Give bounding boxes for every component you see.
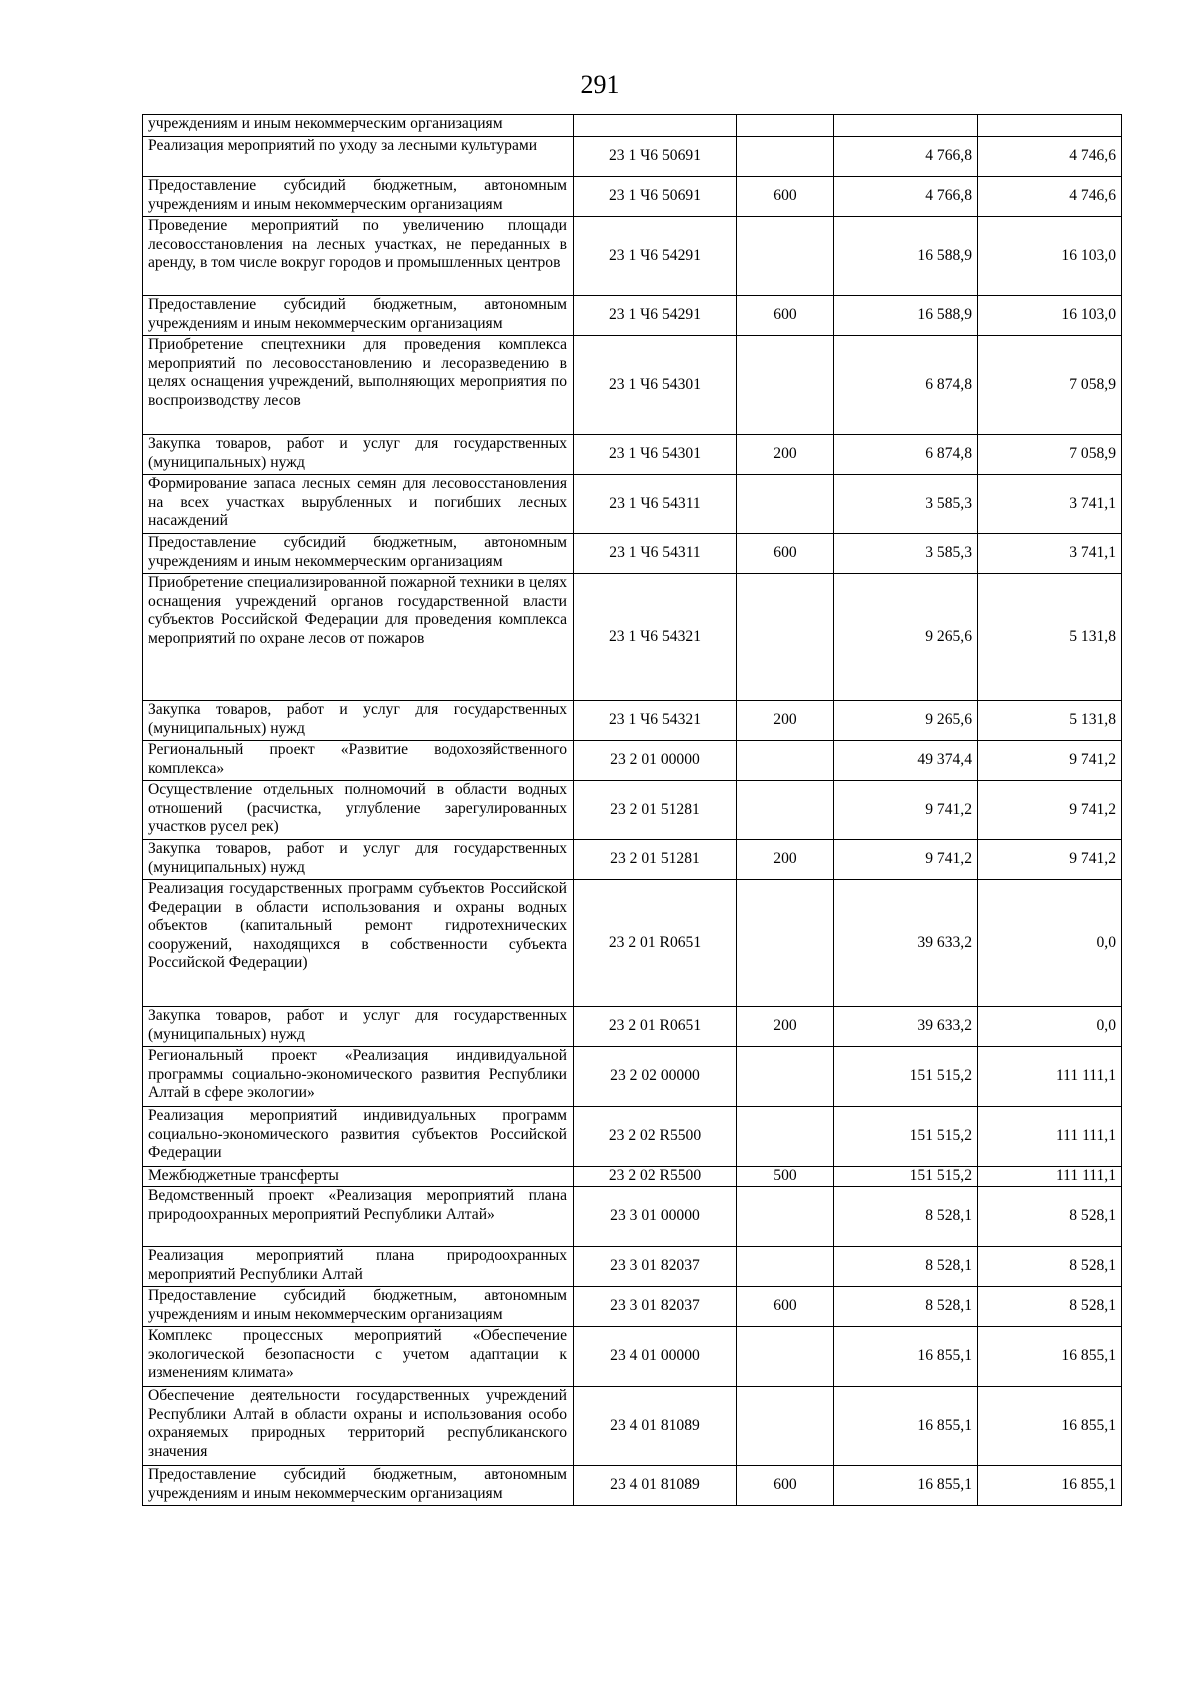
table-row [143, 115, 1122, 137]
table-row [143, 741, 1122, 781]
row-expense-type-cell: 200 [737, 1007, 834, 1047]
row-expense-type-cell [737, 475, 834, 534]
row-expense-type-cell [737, 880, 834, 1007]
row-code-cell: 23 1 Ч6 54311 [574, 534, 737, 574]
table-row [143, 1327, 1122, 1387]
row-amount-year1-cell: 8 528,1 [834, 1287, 978, 1327]
row-code-cell: 23 1 Ч6 50691 [574, 137, 737, 177]
row-code-cell: 23 2 01 R0651 [574, 880, 737, 1007]
row-amount-year2-cell: 111 111,1 [978, 1107, 1122, 1167]
row-amount-year1-cell: 3 585,3 [834, 534, 978, 574]
table-row [143, 781, 1122, 840]
row-name-cell: Реализация мероприятий по уходу за лесными культурами [143, 137, 574, 177]
row-name-cell: Формирование запаса лесных семян для лесовосстановления на всех участках вырубленных и погибших лесных насаждений [143, 475, 574, 534]
row-amount-year1-cell: 49 374,4 [834, 741, 978, 781]
budget-table [142, 114, 1122, 1506]
row-amount-year1-cell: 151 515,2 [834, 1107, 978, 1167]
row-amount-year1-cell: 151 515,2 [834, 1047, 978, 1107]
row-expense-type-cell [737, 115, 834, 137]
row-name-cell: Предоставление субсидий бюджетным, автономным учреждениям и иным некоммерческим организациям [143, 1466, 574, 1506]
table-row [143, 435, 1122, 475]
row-amount-year1-cell: 16 588,9 [834, 217, 978, 296]
row-name-cell: Региональный проект «Развитие водохозяйственного комплекса» [143, 741, 574, 781]
row-name-cell: Закупка товаров, работ и услуг для государственных (муниципальных) нужд [143, 840, 574, 880]
table-row [143, 1247, 1122, 1287]
row-amount-year1-cell: 39 633,2 [834, 880, 978, 1007]
row-amount-year2-cell: 0,0 [978, 1007, 1122, 1047]
row-expense-type-cell [737, 336, 834, 435]
row-amount-year2-cell: 16 855,1 [978, 1327, 1122, 1387]
row-expense-type-cell [737, 1187, 834, 1247]
row-amount-year1-cell: 4 766,8 [834, 177, 978, 217]
row-amount-year2-cell: 8 528,1 [978, 1247, 1122, 1287]
table-row [143, 701, 1122, 741]
row-code-cell: 23 1 Ч6 54291 [574, 296, 737, 336]
row-amount-year1-cell: 6 874,8 [834, 336, 978, 435]
row-amount-year2-cell: 16 855,1 [978, 1466, 1122, 1506]
row-code-cell: 23 1 Ч6 54311 [574, 475, 737, 534]
row-amount-year1-cell: 8 528,1 [834, 1187, 978, 1247]
row-name-cell: Приобретение спецтехники для проведения комплекса мероприятий по лесовосстановлению и лесоразведению в целях оснащения учреждений, выполняющих мероприятия по воспроизводству лесов [143, 336, 574, 435]
row-amount-year1-cell: 4 766,8 [834, 137, 978, 177]
table-row [143, 1007, 1122, 1047]
table-row [143, 217, 1122, 296]
row-amount-year2-cell: 16 855,1 [978, 1387, 1122, 1466]
row-amount-year1-cell [834, 115, 978, 137]
row-expense-type-cell: 200 [737, 840, 834, 880]
row-expense-type-cell: 600 [737, 296, 834, 336]
row-amount-year2-cell: 9 741,2 [978, 781, 1122, 840]
row-amount-year2-cell: 4 746,6 [978, 177, 1122, 217]
row-code-cell: 23 2 02 R5500 [574, 1167, 737, 1187]
row-code-cell: 23 1 Ч6 50691 [574, 177, 737, 217]
row-code-cell: 23 2 02 R5500 [574, 1107, 737, 1167]
row-amount-year2-cell: 7 058,9 [978, 336, 1122, 435]
row-amount-year1-cell: 9 741,2 [834, 840, 978, 880]
row-amount-year1-cell: 16 855,1 [834, 1466, 978, 1506]
table-body [143, 115, 1122, 1506]
row-expense-type-cell: 600 [737, 1287, 834, 1327]
row-amount-year1-cell: 39 633,2 [834, 1007, 978, 1047]
row-amount-year2-cell: 8 528,1 [978, 1287, 1122, 1327]
row-expense-type-cell: 500 [737, 1167, 834, 1187]
row-code-cell [574, 115, 737, 137]
row-expense-type-cell: 600 [737, 177, 834, 217]
page-number: 291 [580, 70, 620, 99]
table-row [143, 1107, 1122, 1167]
row-code-cell: 23 4 01 81089 [574, 1466, 737, 1506]
row-code-cell: 23 1 Ч6 54321 [574, 701, 737, 741]
row-name-cell: Приобретение специализированной пожарной техники в целях оснащения учреждений органов государственной власти субъектов Российской Федерации для проведения комплекса мероприятий по охране лесов от пожаров [143, 574, 574, 701]
row-amount-year2-cell: 5 131,8 [978, 701, 1122, 741]
table-row [143, 177, 1122, 217]
table-row [143, 574, 1122, 701]
row-code-cell: 23 2 01 R0651 [574, 1007, 737, 1047]
table-row [143, 137, 1122, 177]
row-amount-year1-cell: 16 855,1 [834, 1387, 978, 1466]
table-row [143, 1387, 1122, 1466]
row-name-cell: Региональный проект «Реализация индивидуальной программы социально-экономического развития Республики Алтай в сфере экологии» [143, 1047, 574, 1107]
row-amount-year1-cell: 9 265,6 [834, 701, 978, 741]
row-amount-year1-cell: 151 515,2 [834, 1167, 978, 1187]
row-amount-year1-cell: 8 528,1 [834, 1247, 978, 1287]
row-code-cell: 23 1 Ч6 54321 [574, 574, 737, 701]
row-amount-year1-cell: 6 874,8 [834, 435, 978, 475]
row-code-cell: 23 3 01 82037 [574, 1287, 737, 1327]
row-amount-year2-cell: 8 528,1 [978, 1187, 1122, 1247]
row-name-cell: Закупка товаров, работ и услуг для государственных (муниципальных) нужд [143, 1007, 574, 1047]
row-expense-type-cell: 200 [737, 701, 834, 741]
row-amount-year2-cell: 9 741,2 [978, 840, 1122, 880]
row-name-cell: Закупка товаров, работ и услуг для государственных (муниципальных) нужд [143, 701, 574, 741]
row-expense-type-cell [737, 1107, 834, 1167]
row-code-cell: 23 2 02 00000 [574, 1047, 737, 1107]
row-amount-year2-cell: 4 746,6 [978, 137, 1122, 177]
row-amount-year2-cell: 5 131,8 [978, 574, 1122, 701]
row-code-cell: 23 3 01 82037 [574, 1247, 737, 1287]
row-expense-type-cell [737, 1387, 834, 1466]
row-name-cell: Предоставление субсидий бюджетным, автономным учреждениям и иным некоммерческим организациям [143, 534, 574, 574]
row-amount-year1-cell: 3 585,3 [834, 475, 978, 534]
row-amount-year1-cell: 16 855,1 [834, 1327, 978, 1387]
row-expense-type-cell: 600 [737, 1466, 834, 1506]
row-expense-type-cell [737, 137, 834, 177]
row-expense-type-cell [737, 1247, 834, 1287]
row-amount-year2-cell: 16 103,0 [978, 296, 1122, 336]
row-amount-year2-cell: 7 058,9 [978, 435, 1122, 475]
table-row [143, 1466, 1122, 1506]
row-name-cell: Проведение мероприятий по увеличению площади лесовосстановления на лесных участках, не переданных в аренду, в том числе вокруг городов и промышленных центров [143, 217, 574, 296]
table-row [143, 296, 1122, 336]
row-amount-year2-cell: 3 741,1 [978, 475, 1122, 534]
row-code-cell: 23 4 01 81089 [574, 1387, 737, 1466]
table-row [143, 1287, 1122, 1327]
row-code-cell: 23 4 01 00000 [574, 1327, 737, 1387]
row-expense-type-cell [737, 1047, 834, 1107]
row-expense-type-cell: 600 [737, 534, 834, 574]
row-code-cell: 23 3 01 00000 [574, 1187, 737, 1247]
row-expense-type-cell [737, 1327, 834, 1387]
row-name-cell: Межбюджетные трансферты [143, 1167, 574, 1187]
row-name-cell: Реализация мероприятий индивидуальных программ социально-экономического развития субъектов Российской Федерации [143, 1107, 574, 1167]
row-name-cell: Закупка товаров, работ и услуг для государственных (муниципальных) нужд [143, 435, 574, 475]
table-row [143, 475, 1122, 534]
row-amount-year1-cell: 16 588,9 [834, 296, 978, 336]
row-expense-type-cell [737, 741, 834, 781]
row-name-cell: Осуществление отдельных полномочий в области водных отношений (расчистка, углубление зарегулированных участков русел рек) [143, 781, 574, 840]
row-name-cell: Комплекс процессных мероприятий «Обеспечение экологической безопасности с учетом адаптации к изменениям климата» [143, 1327, 574, 1387]
row-name-cell: Реализация государственных программ субъектов Российской Федерации в области использования и охраны водных объектов (капитальный ремонт гидротехнических сооружений, находящихся в собственности субъекта Российской Федерации) [143, 880, 574, 1007]
row-name-cell: Предоставление субсидий бюджетным, автономным учреждениям и иным некоммерческим организациям [143, 177, 574, 217]
row-code-cell: 23 2 01 51281 [574, 781, 737, 840]
row-amount-year1-cell: 9 741,2 [834, 781, 978, 840]
table-row [143, 1187, 1122, 1247]
row-amount-year2-cell: 111 111,1 [978, 1047, 1122, 1107]
row-code-cell: 23 2 01 00000 [574, 741, 737, 781]
row-expense-type-cell: 200 [737, 435, 834, 475]
row-name-cell: Предоставление субсидий бюджетным, автономным учреждениям и иным некоммерческим организациям [143, 296, 574, 336]
row-name-cell: учреждениям и иным некоммерческим организациям [143, 115, 574, 137]
row-name-cell: Реализация мероприятий плана природоохранных мероприятий Республики Алтай [143, 1247, 574, 1287]
row-name-cell: Ведомственный проект «Реализация мероприятий плана природоохранных мероприятий Республики Алтай» [143, 1187, 574, 1247]
row-amount-year2-cell: 9 741,2 [978, 741, 1122, 781]
row-code-cell: 23 1 Ч6 54291 [574, 217, 737, 296]
row-amount-year2-cell: 16 103,0 [978, 217, 1122, 296]
row-name-cell: Предоставление субсидий бюджетным, автономным учреждениям и иным некоммерческим организациям [143, 1287, 574, 1327]
row-name-cell: Обеспечение деятельности государственных учреждений Республики Алтай в области охраны и использования особо охраняемых природных территорий республиканского значения [143, 1387, 574, 1466]
row-code-cell: 23 1 Ч6 54301 [574, 435, 737, 475]
row-expense-type-cell [737, 217, 834, 296]
table-row [143, 880, 1122, 1007]
row-code-cell: 23 2 01 51281 [574, 840, 737, 880]
table-row [143, 1047, 1122, 1107]
table-row [143, 840, 1122, 880]
row-amount-year2-cell: 3 741,1 [978, 534, 1122, 574]
table-row [143, 1167, 1122, 1187]
row-expense-type-cell [737, 781, 834, 840]
row-expense-type-cell [737, 574, 834, 701]
row-amount-year2-cell [978, 115, 1122, 137]
row-amount-year1-cell: 9 265,6 [834, 574, 978, 701]
row-code-cell: 23 1 Ч6 54301 [574, 336, 737, 435]
table-row [143, 336, 1122, 435]
row-amount-year2-cell: 0,0 [978, 880, 1122, 1007]
row-amount-year2-cell: 111 111,1 [978, 1167, 1122, 1187]
table-row [143, 534, 1122, 574]
